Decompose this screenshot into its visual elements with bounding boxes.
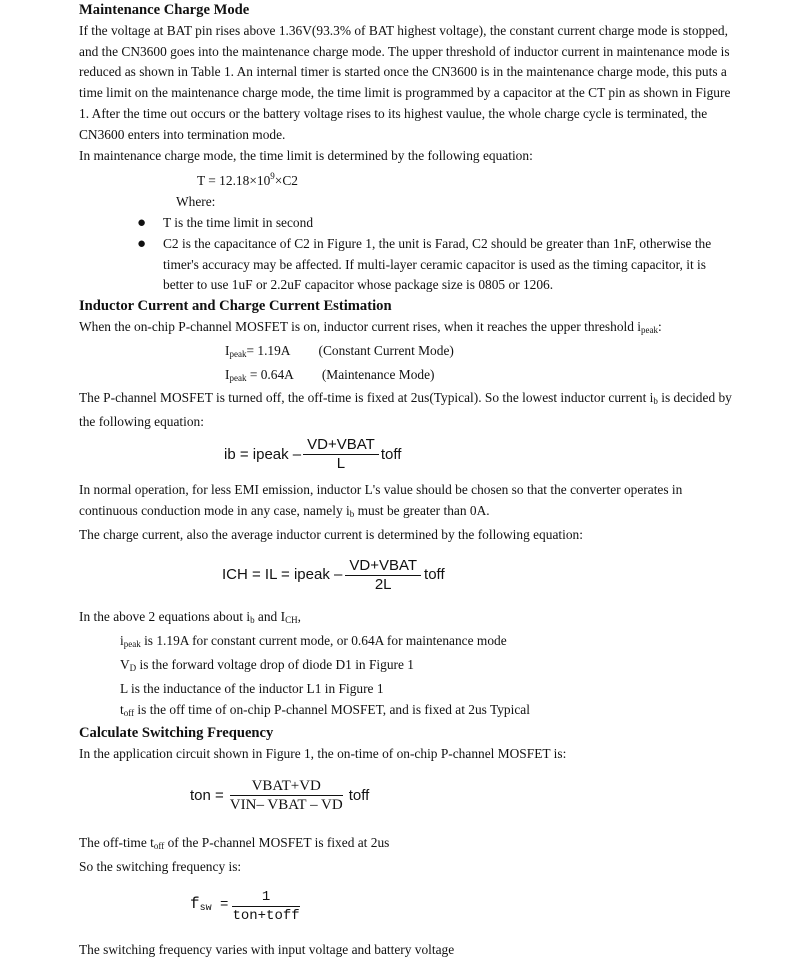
eq-t-part3: ×C2 [275, 173, 298, 188]
eq4-fraction [232, 888, 299, 925]
ipeak-maint-line [79, 365, 739, 389]
ipeak-cc-mode: (Constant Current Mode) [318, 343, 453, 358]
inductor-intro [79, 317, 739, 341]
legend-ipeak-sub: peak [124, 639, 141, 649]
section-title-maintenance: Maintenance Charge Mode [79, 0, 739, 21]
bullet-icon: ● [137, 213, 146, 234]
eq4-denominator: ton+toff [232, 907, 299, 925]
legend-text-a: In the above 2 equations about i [79, 609, 250, 624]
offtime-fixed-text-b: of the P-channel MOSFET is fixed at 2us [164, 835, 389, 850]
legend-ipeak [79, 631, 739, 655]
bullet-text: C2 is the capacitance of C2 in Figure 1, the unit is Farad, C2 should be greater than 1nF, otherwise the timer's accuracy may be affected. If multi-layer ceramic capacitor is used as the timing capacitor, it is better to use 1uF or 2.2uF capacitor whose package size is 0805 or 1206. [163, 236, 711, 293]
eq2-denominator: 2L [345, 576, 421, 594]
bullet-icon: ● [137, 234, 146, 255]
offtime-fixed-text-a: The off-time t [79, 835, 154, 850]
inductor-intro-end: : [658, 319, 662, 334]
eq4-left [190, 894, 228, 920]
ton-equation [79, 765, 739, 827]
maintenance-equation-intro: In maintenance charge mode, the time limit is determined by the following equation: [79, 146, 739, 167]
eq-t-exponent: 9 [270, 171, 275, 181]
ipeak-sub: peak [229, 349, 246, 359]
offtime-fixed [79, 833, 739, 857]
offtime-text-b: is decided by the following equation: [79, 390, 732, 429]
ipeak-symbol: I [225, 367, 229, 382]
emi-sub: b [350, 509, 355, 519]
legend-text-b: and I [255, 609, 286, 624]
legend-toff [79, 700, 739, 724]
legend-toff-symbol: t [120, 702, 124, 717]
legend-vd-text: is the forward voltage drop of diode D1 in Figure 1 [136, 657, 414, 672]
where-list [79, 213, 739, 296]
eq1-left: ib = ipeak – [224, 445, 301, 466]
offtime-fixed-sub: off [154, 841, 164, 851]
eq1-numerator: VD+VBAT [303, 436, 379, 455]
eq3-left: ton = [190, 786, 224, 807]
eq1-fraction [303, 436, 379, 473]
offtime-text-a: The P-channel MOSFET is turned off, the off-time is fixed at 2us(Typical). So the lowest inductor current i [79, 390, 653, 405]
ipeak-sub: peak [229, 373, 246, 383]
emi-text-b: must be greater than 0A. [354, 503, 489, 518]
where-label: Where: [79, 192, 739, 213]
list-item [79, 234, 739, 296]
legend-ipeak-text: is 1.19A for constant current mode, or 0.64A for maintenance mode [141, 633, 507, 648]
eq1-denominator: L [303, 455, 379, 473]
eq3-numerator: VBAT+VD [230, 777, 343, 796]
list-item [79, 213, 739, 234]
section-title-inductor: Inductor Current and Charge Current Estimation [79, 296, 739, 317]
ipeak-maint-mode: (Maintenance Mode) [322, 367, 435, 382]
eq4-f: f [190, 895, 200, 913]
legend-text-c: , [298, 609, 301, 624]
legend-toff-text: is the off time of on-chip P-channel MOSFET, and is fixed at 2us Typical [134, 702, 530, 717]
legend-l: L is the inductance of the inductor L1 in Figure 1 [79, 679, 739, 700]
fsw-equation [79, 878, 739, 936]
offtime-sub: b [653, 396, 658, 406]
legend-sub-ch: CH [285, 615, 298, 625]
document-page [79, 0, 739, 960]
ib-equation [79, 433, 739, 477]
ipeak-cc-line [79, 341, 739, 365]
legend-toff-sub: off [124, 708, 134, 718]
eq2-numerator: VD+VBAT [345, 557, 421, 576]
eq3-denominator: VIN– VBAT – VD [230, 796, 343, 814]
eq4-numerator: 1 [232, 888, 299, 907]
ontime-intro: In the application circuit shown in Figure 1, the on-time of on-chip P-channel MOSFET is: [79, 744, 739, 765]
switching-note: The switching frequency varies with input voltage and battery voltage [79, 940, 739, 960]
eq-t-part2: ×10 [249, 173, 270, 188]
legend-sub-b: b [250, 615, 255, 625]
eq1-right: toff [381, 445, 402, 466]
inductor-intro-sub: peak [641, 325, 658, 335]
legend-vd [79, 655, 739, 679]
legend-ipeak-symbol: i [120, 633, 124, 648]
eq4-sub: sw [200, 903, 212, 914]
eq4-equals: = [212, 897, 229, 913]
eq-t-part1: T = 12.18 [197, 173, 249, 188]
eq2-left: ICH = IL = ipeak – [222, 565, 342, 586]
time-limit-equation [79, 166, 739, 192]
emi-paragraph [79, 480, 739, 525]
section-title-switching: Calculate Switching Frequency [79, 723, 739, 744]
ipeak-symbol: I [225, 343, 229, 358]
emi-text-a: In normal operation, for less EMI emission, inductor L's value should be chosen so that the converter operates in continuous conduction mode in any case, namely i [79, 482, 682, 518]
bullet-text: T is the time limit in second [163, 215, 313, 230]
eq3-right: toff [349, 786, 370, 807]
legend-vd-symbol: V [120, 657, 130, 672]
inductor-intro-text: When the on-chip P-channel MOSFET is on, inductor current rises, when it reaches the upper threshold i [79, 319, 641, 334]
legend-vd-sub: D [130, 663, 137, 673]
eq2-right: toff [424, 565, 445, 586]
switching-freq-intro: So the switching frequency is: [79, 857, 739, 878]
eq2-fraction [345, 557, 421, 594]
offtime-paragraph [79, 388, 739, 433]
maintenance-paragraph: If the voltage at BAT pin rises above 1.36V(93.3% of BAT highest voltage), the constant current charge mode is stopped, and the CN3600 goes into the maintenance charge mode. The upper threshold of inductor current in maintenance mode is reduced as shown in Table 1. An internal timer is started once the CN3600 is in the maintenance charge mode, this puts a time limit on the maintenance charge mode, the time limit is programmed by a capacitor at the CT pin as shown in Figure 1. After the time out occurs or the battery voltage rises to its highest vaulue, the whole charge cycle is terminated, the CN3600 enters into termination mode. [79, 21, 739, 146]
ich-equation [79, 545, 739, 605]
equations-legend-intro [79, 607, 739, 631]
eq3-fraction [230, 777, 343, 814]
ipeak-maint-value: = 0.64A [246, 367, 293, 382]
ipeak-cc-value: = 1.19A [246, 343, 290, 358]
charge-current-intro: The charge current, also the average inductor current is determined by the following equation: [79, 525, 739, 546]
